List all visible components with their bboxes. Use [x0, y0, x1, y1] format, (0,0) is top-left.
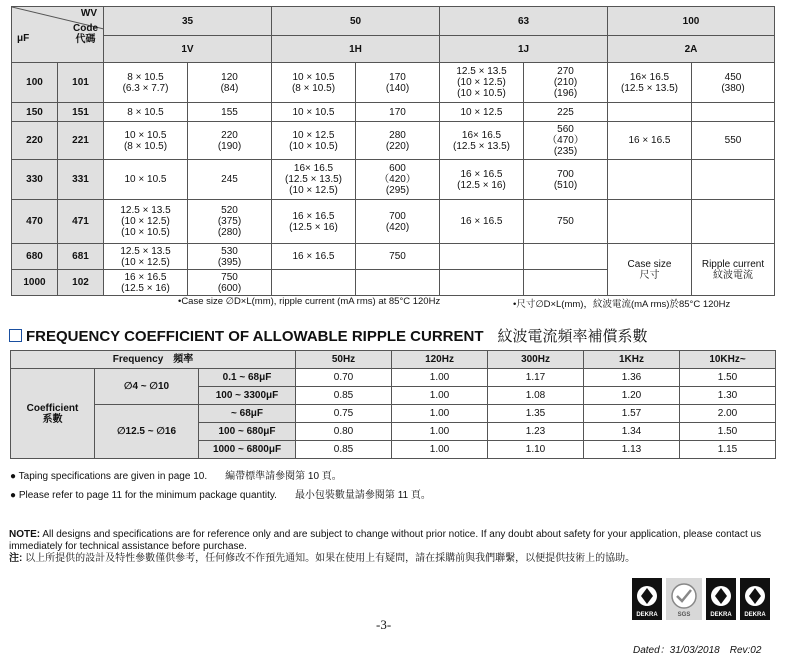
empty-cell [692, 200, 775, 244]
coef-value: 0.80 [296, 423, 392, 441]
code-1v: 1V [104, 36, 272, 63]
capacitance-range: 100 ~ 680μF [199, 423, 296, 441]
ripple-current: 750 (600) [188, 270, 272, 296]
dekra-text: DEKRA [744, 612, 766, 618]
coef-value: 1.08 [488, 387, 584, 405]
uf-value: 680 [12, 244, 58, 270]
code-value: 151 [58, 103, 104, 122]
capacitor-spec-table [11, 6, 775, 296]
freq-50hz: 50Hz [296, 351, 392, 369]
coef-value: 1.30 [680, 387, 776, 405]
coef-value: 1.35 [488, 405, 584, 423]
legend-ripple-current: Ripple current 紋波電流 [692, 244, 775, 296]
ripple-current: 560 （470） (235) [524, 122, 608, 160]
coef-value: 1.20 [584, 387, 680, 405]
checkbox-square-icon [9, 329, 22, 342]
code-2a: 2A [608, 36, 775, 63]
bullet-en: ● Please refer to page 11 for the minimum package quantity. [10, 490, 277, 501]
coef-value: 1.10 [488, 441, 584, 459]
empty-cell [272, 270, 356, 296]
dekra-text: DEKRA [636, 612, 658, 618]
table-row [12, 244, 775, 270]
spec-note-en: •Case size ∅D×L(mm), ripple current (mA rms) at 85°C 120Hz [178, 296, 441, 307]
case-size: 16× 16.5 (12.5 × 13.5) [440, 122, 524, 160]
certification-logos [632, 578, 770, 620]
uf-label: μF [17, 33, 30, 44]
empty-cell [356, 270, 440, 296]
freq-1khz: 1KHz [584, 351, 680, 369]
empty-cell [608, 200, 692, 244]
ripple-current: 600 （420） (295) [356, 160, 440, 200]
ripple-current: 270 (210) (196) [524, 63, 608, 103]
case-size: 16× 16.5 (12.5 × 13.5) (10 × 12.5) [272, 160, 356, 200]
ripple-current: 225 [524, 103, 608, 122]
ripple-current: 220 (190) [188, 122, 272, 160]
coef-value: 1.50 [680, 369, 776, 387]
empty-cell [524, 270, 608, 296]
capacitance-range: 100 ~ 3300μF [199, 387, 296, 405]
bullet-zh: 最小包裝數量請參閱第 11 頁。 [294, 490, 431, 501]
note-en: All designs and specifications are for reference only and are subject to change without prior notice. If any doubt about safety for your application, please contact us immediately for technical assistance before purchase. [9, 529, 762, 552]
case-size: 10 × 12.5 [440, 103, 524, 122]
coef-value: 0.70 [296, 369, 392, 387]
uf-value: 330 [12, 160, 58, 200]
spec-note-zh: •尺寸∅D×L(mm)，紋波電流(mA rms)於85°C 120Hz [513, 299, 731, 310]
case-size: 10 × 10.5 [104, 160, 188, 200]
ripple-current: 120 (84) [188, 63, 272, 103]
empty-cell [608, 103, 692, 122]
coef-value: 1.36 [584, 369, 680, 387]
code-value: 102 [58, 270, 104, 296]
uf-value: 1000 [12, 270, 58, 296]
ripple-current: 245 [188, 160, 272, 200]
dekra-text: DEKRA [710, 612, 732, 618]
empty-cell [608, 160, 692, 200]
coef-value: 1.50 [680, 423, 776, 441]
case-size: 16 × 16.5 (12.5 × 16) [440, 160, 524, 200]
case-size: 10 × 10.5 (8 × 10.5) [272, 63, 356, 103]
bullet-en: ● Taping specifications are given in page 10. [10, 471, 208, 482]
uf-value: 470 [12, 200, 58, 244]
note-zh: 以上所提供的設計及特性參數僅供參考，任何修改不作預先通知。如果在使用上有疑問，請在採購前與我們聯繫，以便提供技術上的協助。 [22, 553, 636, 564]
case-size: 16 × 16.5 (12.5 × 16) [104, 270, 188, 296]
ripple-current: 700 (510) [524, 160, 608, 200]
ripple-current: 280 (220) [356, 122, 440, 160]
ripple-current: 170 [356, 103, 440, 122]
sgs-logo [666, 578, 702, 620]
empty-cell [692, 103, 775, 122]
voltage-35: 35 [104, 7, 272, 36]
wv-code-header-cell [12, 7, 104, 63]
coef-value: 1.00 [392, 441, 488, 459]
ripple-current: 155 [188, 103, 272, 122]
coef-value: 1.34 [584, 423, 680, 441]
note-label: NOTE: [9, 529, 41, 540]
uf-value: 150 [12, 103, 58, 122]
coef-value: 1.00 [392, 387, 488, 405]
empty-cell [692, 160, 775, 200]
empty-cell [440, 244, 524, 270]
code-value: 221 [58, 122, 104, 160]
coef-value: 0.85 [296, 441, 392, 459]
voltage-50: 50 [272, 7, 440, 36]
uf-value: 100 [12, 63, 58, 103]
empty-cell [524, 244, 608, 270]
case-size: 16 × 16.5 [440, 200, 524, 244]
case-size: 8 × 10.5 [104, 103, 188, 122]
size-range: ∅12.5 ~ ∅16 [95, 405, 199, 459]
case-size: 10 × 10.5 (8 × 10.5) [104, 122, 188, 160]
section-title-en: FREQUENCY COEFFICIENT OF ALLOWABLE RIPPLE CURRENT [26, 328, 484, 345]
code-1h: 1H [272, 36, 440, 63]
page-number: -3- [376, 617, 392, 632]
dekra-logo [632, 578, 662, 620]
section-title [9, 325, 648, 346]
voltage-100: 100 [608, 7, 775, 36]
case-size: 16 × 16.5 [608, 122, 692, 160]
case-size: 10 × 12.5 (10 × 10.5) [272, 122, 356, 160]
coef-value: 1.00 [392, 423, 488, 441]
table-row [12, 122, 775, 160]
table-row [11, 405, 776, 423]
wv-label: WV [80, 8, 97, 19]
date-revision: Dated：31/03/2018 Rev:02 [633, 645, 762, 656]
table-row [12, 103, 775, 122]
case-size: 12.5 × 13.5 (10 × 12.5) (10 × 10.5) [440, 63, 524, 103]
ripple-current: 750 [356, 244, 440, 270]
empty-cell [440, 270, 524, 296]
bullet-zh: 編帶標準請參閱第 10 頁。 [225, 471, 342, 482]
capacitance-range: 0.1 ~ 68μF [199, 369, 296, 387]
coefficient-label: Coefficient 系數 [11, 369, 95, 459]
capacitance-range: ~ 68μF [199, 405, 296, 423]
freq-120hz: 120Hz [392, 351, 488, 369]
case-size: 8 × 10.5 (6.3 × 7.7) [104, 63, 188, 103]
ripple-current: 550 [692, 122, 775, 160]
coef-value: 1.00 [392, 369, 488, 387]
frequency-coefficient-table [10, 350, 776, 459]
freq-10khz: 10KHz~ [680, 351, 776, 369]
case-size: 16 × 16.5 (12.5 × 16) [272, 200, 356, 244]
coef-value: 1.17 [488, 369, 584, 387]
code-value: 331 [58, 160, 104, 200]
coef-value: 1.15 [680, 441, 776, 459]
uf-value: 220 [12, 122, 58, 160]
taping-bullet [10, 467, 342, 482]
ripple-current: 170 (140) [356, 63, 440, 103]
coef-value: 2.00 [680, 405, 776, 423]
coef-value: 1.00 [392, 405, 488, 423]
ripple-current: 450 (380) [692, 63, 775, 103]
size-range: ∅4 ~ ∅10 [95, 369, 199, 405]
section-title-zh: 紋波電流頻率補償系數 [497, 328, 648, 345]
dekra-logo-2 [706, 578, 736, 620]
coef-value: 0.75 [296, 405, 392, 423]
capacitance-range: 1000 ~ 6800μF [199, 441, 296, 459]
code-value: 101 [58, 63, 104, 103]
ripple-current: 700 (420) [356, 200, 440, 244]
frequency-header: Frequency 頻率 [11, 351, 296, 369]
table-row [12, 200, 775, 244]
ripple-current: 530 (395) [188, 244, 272, 270]
code-value: 471 [58, 200, 104, 244]
code-label: Code 代碼 [73, 23, 98, 45]
coef-value: 1.23 [488, 423, 584, 441]
ripple-current: 750 [524, 200, 608, 244]
package-bullet [10, 486, 431, 501]
freq-300hz: 300Hz [488, 351, 584, 369]
legend-case-size: Case size 尺寸 [608, 244, 692, 296]
coef-value: 0.85 [296, 387, 392, 405]
case-size: 12.5 × 13.5 (10 × 12.5) [104, 244, 188, 270]
dekra-logo-3 [740, 578, 770, 620]
case-size: 12.5 × 13.5 (10 × 12.5) (10 × 10.5) [104, 200, 188, 244]
code-value: 681 [58, 244, 104, 270]
coef-value: 1.13 [584, 441, 680, 459]
sgs-text: SGS [677, 612, 691, 618]
voltage-63: 63 [440, 7, 608, 36]
code-1j: 1J [440, 36, 608, 63]
case-size: 10 × 10.5 [272, 103, 356, 122]
table-row [11, 369, 776, 387]
coef-value: 1.57 [584, 405, 680, 423]
table-row [12, 63, 775, 103]
table-row [12, 160, 775, 200]
disclaimer-note [9, 529, 779, 565]
case-size: 16 × 16.5 [272, 244, 356, 270]
ripple-current: 520 (375) (280) [188, 200, 272, 244]
case-size: 16× 16.5 (12.5 × 13.5) [608, 63, 692, 103]
note-zh-label: 注: [9, 553, 23, 564]
